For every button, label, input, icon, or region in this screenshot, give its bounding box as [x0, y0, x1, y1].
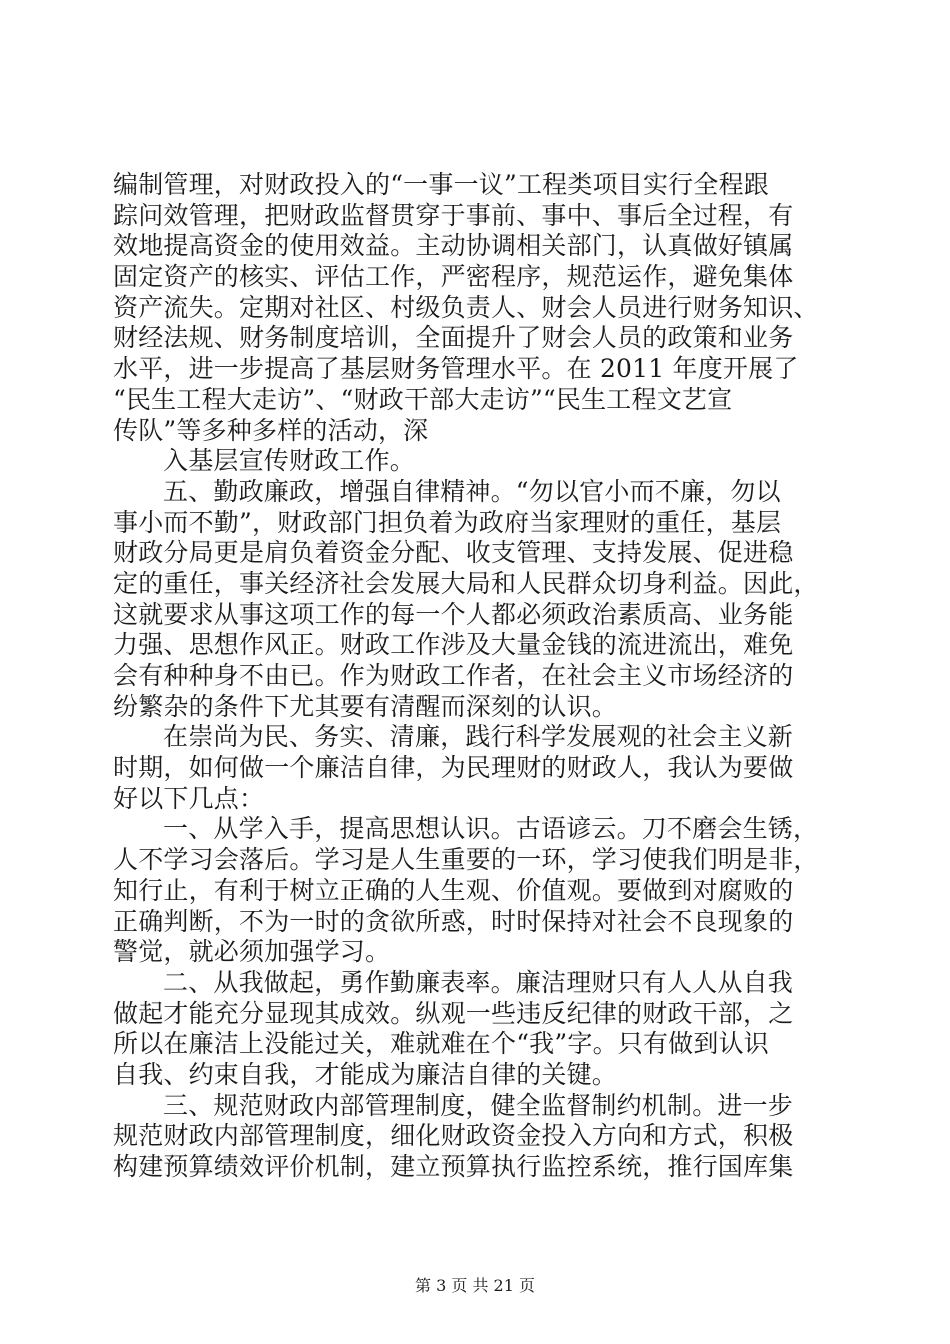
text-line: 做起才能充分显现其成效。纵观一些违反纪律的财政干部，之	[113, 998, 794, 1028]
text-line: 事小而不勤”，财政部门担负着为政府当家理财的重任，基层	[113, 507, 782, 537]
text-line: 所以在廉洁上没能过关，难就难在个“我”字。只有做到认识	[113, 1029, 769, 1059]
text-line: 人不学习会落后。学习是人生重要的一环，学习使我们明是非，	[113, 845, 819, 875]
text-line: 三、规范财政内部管理制度，健全监督制约机制。进一步	[163, 1090, 794, 1120]
text-line: 水平，进一步提高了基层财务管理水平。在 2011 年度开展了	[113, 354, 799, 384]
text-line: 好以下几点：	[113, 783, 265, 813]
text-line: 定的重任，事关经济社会发展大局和人民群众切身利益。因此，	[113, 568, 819, 598]
text-line: 固定资产的核实、评估工作，严密程序，规范运作，避免集体	[113, 262, 794, 292]
text-line: 警觉，就必须加强学习。	[113, 937, 391, 967]
text-line: 自我、约束自我，才能成为廉洁自律的关键。	[113, 1059, 618, 1089]
text-line: 传队”等多种多样的活动，深	[113, 415, 429, 445]
text-line: 会有种种身不由已。作为财政工作者，在社会主义市场经济的	[113, 661, 794, 690]
text-line: 规范财政内部管理制度，细化财政资金投入方向和方式，积极	[113, 1121, 794, 1151]
text-line: 二、从我做起，勇作勤廉表率。廉洁理财只有人人从自我	[163, 967, 794, 997]
text-line: 编制管理，对财政投入的“一事一议”工程类项目实行全程跟	[113, 170, 769, 199]
text-line: 构建预算绩效评价机制，建立预算执行监控系统，推行国库集	[113, 1152, 794, 1181]
text-line: 效地提高资金的使用效益。主动协调相关部门，认真做好镇属	[113, 231, 794, 261]
text-line: 这就要求从事这项工作的每一个人都必须政治素质高、业务能	[113, 599, 794, 629]
document-body	[113, 170, 833, 1183]
text-line: 五、勤政廉政，增强自律精神。“勿以官小而不廉，勿以	[163, 476, 781, 506]
text-line: 踪问效管理，把财政监督贯穿于事前、事中、事后全过程，有	[113, 200, 794, 230]
text-line: 时期，如何做一个廉洁自律，为民理财的财政人，我认为要做	[113, 753, 794, 783]
text-line: 知行止，有利于树立正确的人生观、价值观。要做到对腐败的	[113, 875, 794, 905]
text-line: 资产流失。定期对社区、村级负责人、财会人员进行财务知识、	[113, 292, 819, 322]
page-footer: 第 3 页 共 21 页	[415, 1276, 535, 1295]
text-line: 财经法规、财务制度培训，全面提升了财会人员的政策和业务	[113, 323, 794, 353]
text-line: 一、从学入手，提高思想认识。古语谚云。刀不磨会生锈，	[163, 814, 819, 844]
text-line: 在崇尚为民、务实、清廉，践行科学发展观的社会主义新	[163, 722, 794, 752]
text-line: 财政分局更是肩负着资金分配、收支管理、支持发展、促进稳	[113, 538, 794, 568]
text-line: “民生工程大走访”、“财政干部大走访”“民生工程文艺宣	[113, 384, 733, 414]
text-line: 纷繁杂的条件下尤其要有清醒而深刻的认识。	[113, 691, 618, 721]
text-line: 入基层宣传财政工作。	[163, 446, 416, 476]
text-line: 力强、思想作风正。财政工作涉及大量金钱的流进流出，难免	[113, 630, 794, 660]
text-line: 正确判断，不为一时的贪欲所惑，时时保持对社会不良现象的	[113, 906, 794, 936]
